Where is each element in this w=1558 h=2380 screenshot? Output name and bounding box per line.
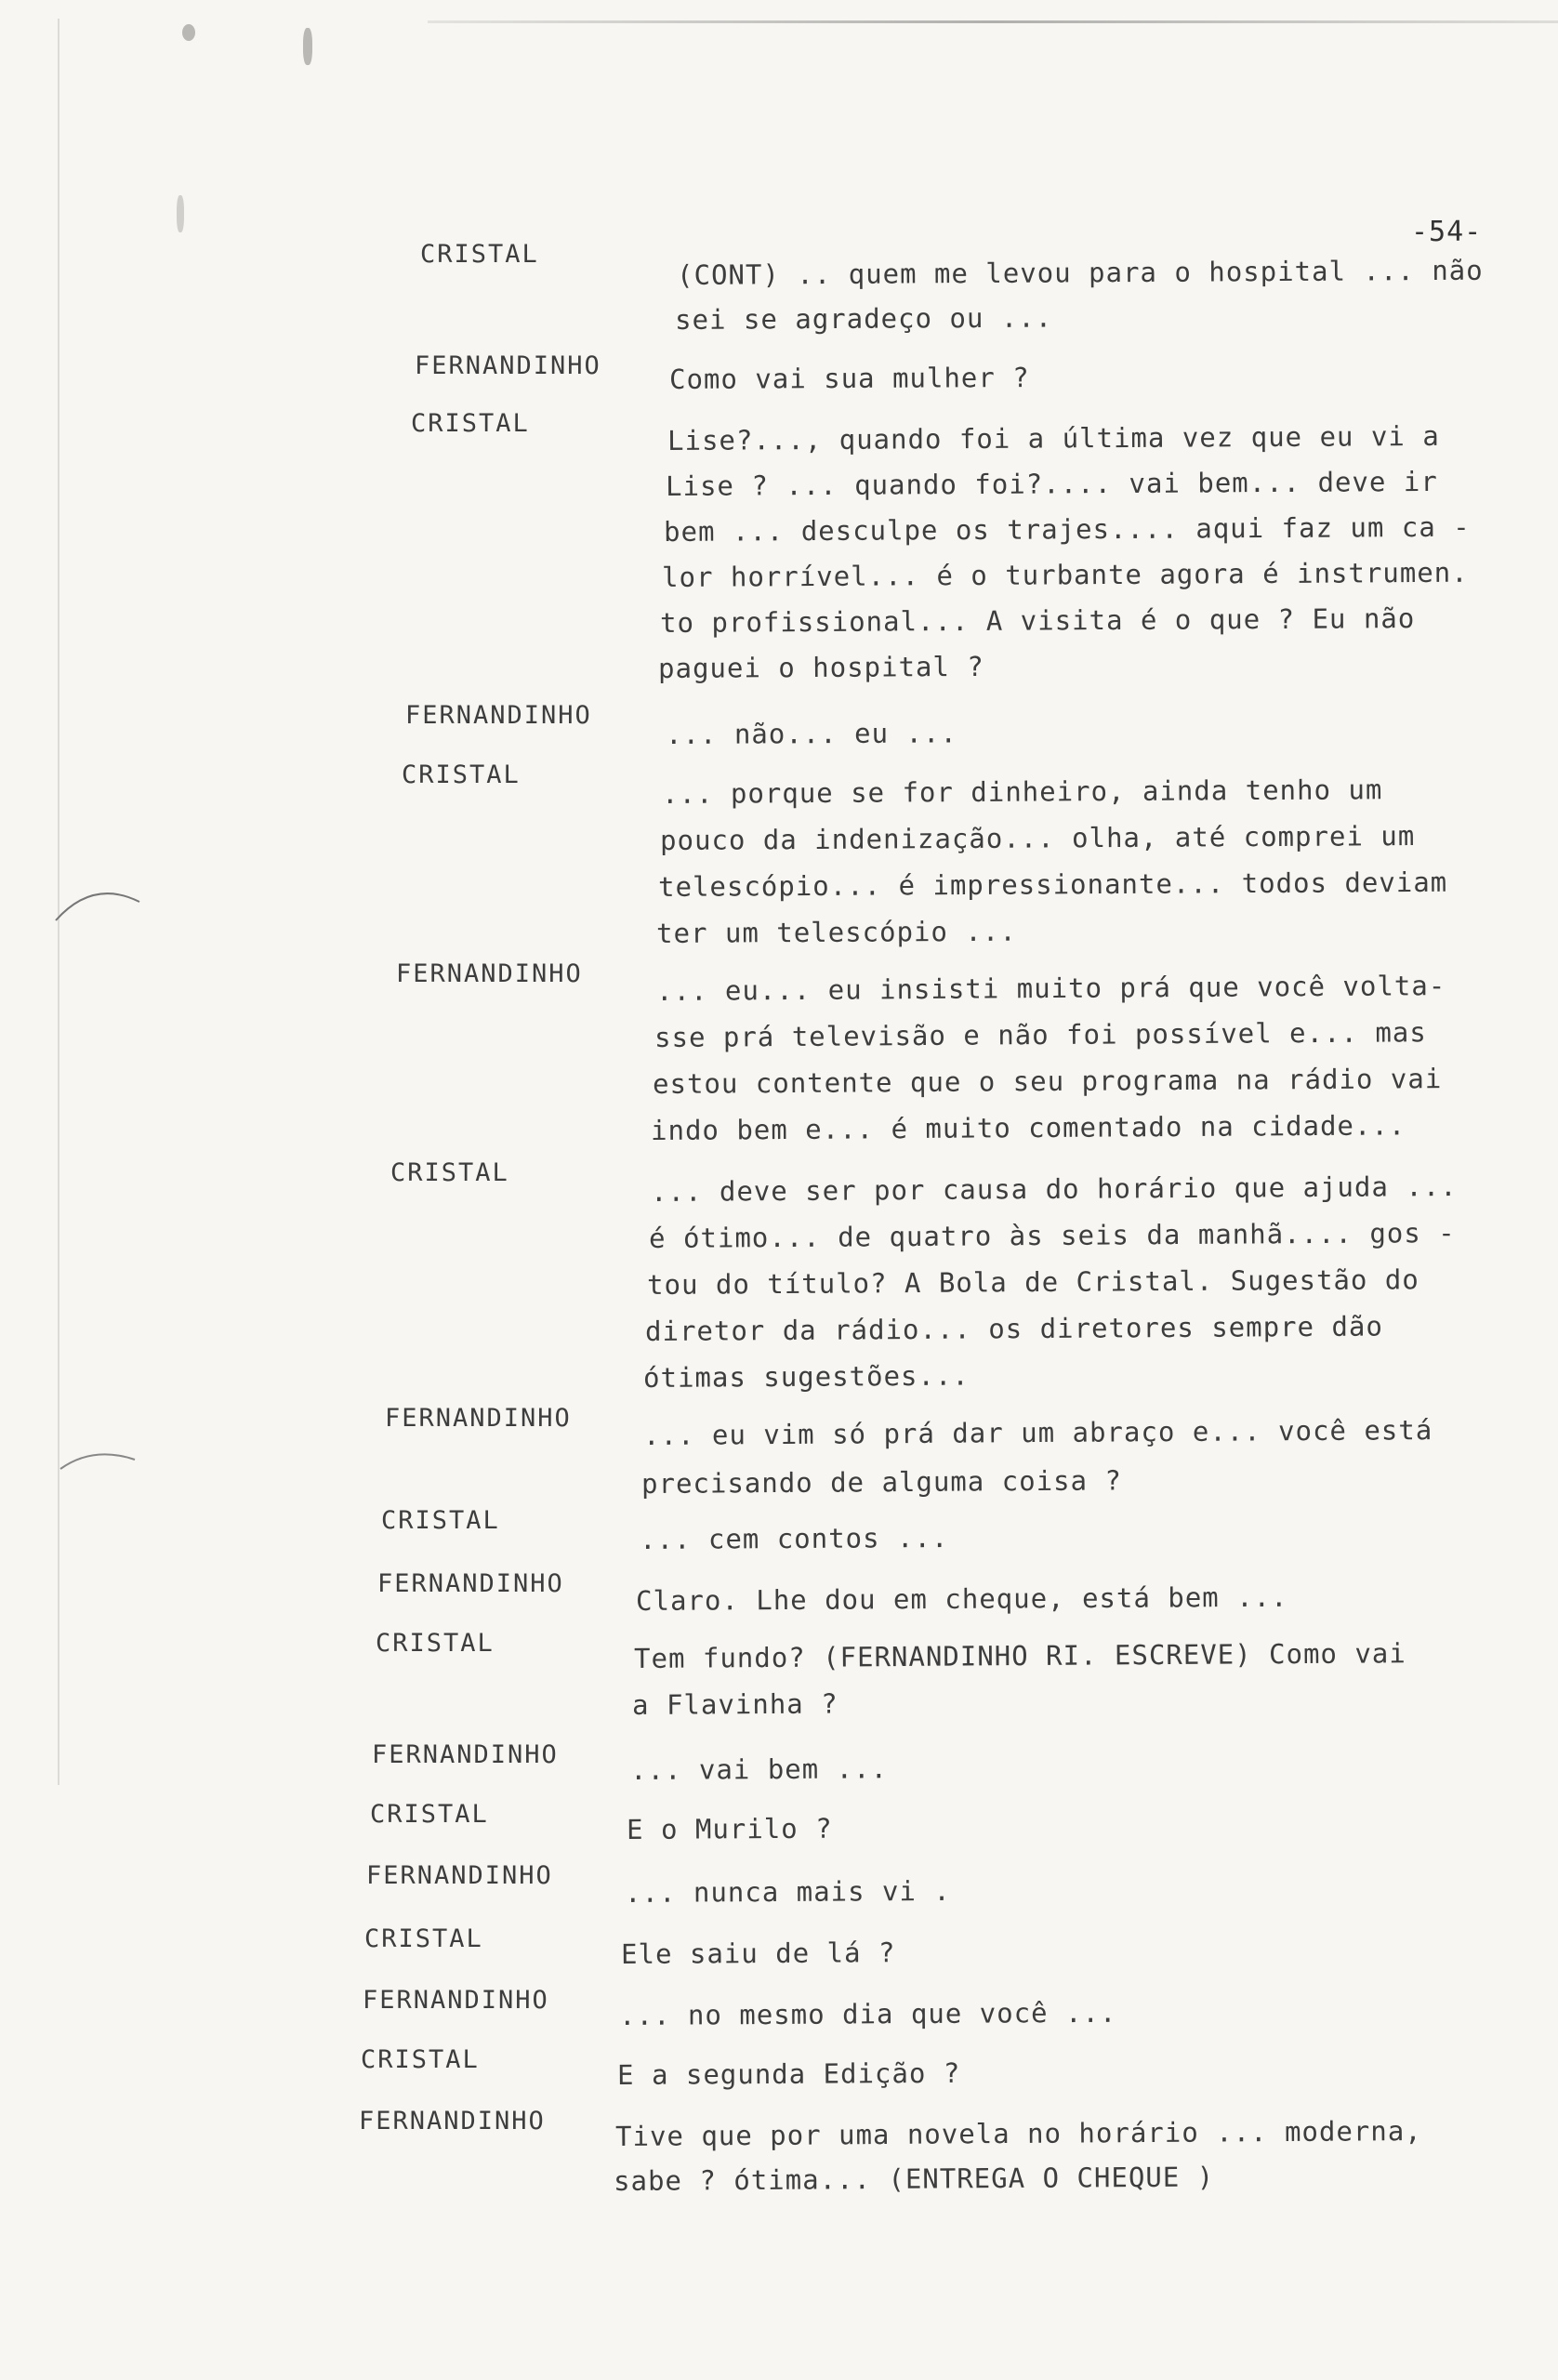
speaker-name: FERNANDINHO: [385, 1404, 572, 1433]
speech-line: (CONT) .. quem me levou para o hospital ... não: [676, 254, 1484, 291]
speaker-name: CRISTAL: [364, 1924, 483, 1953]
speech-line: pouco da indenização... olha, até comprei um: [659, 820, 1416, 856]
speech-line: telescópio... é impressionante... todos deviam: [657, 866, 1448, 903]
page-number: -54-: [1411, 216, 1483, 248]
hole-punch-arc: [46, 874, 177, 930]
ink-smudge: [303, 28, 312, 65]
speech-line: ... nunca mais vi .: [624, 1874, 951, 1909]
speech-line: bem ... desculpe os trajes.... aqui faz um ca -: [663, 510, 1471, 548]
ink-smudge: [177, 195, 184, 232]
speech-line: Tive que por uma novela no horário ... moderna,: [614, 2114, 1422, 2152]
speech-line: diretor da rádio... os diretores sempre dão: [644, 1310, 1383, 1347]
hole-punch-arc: [51, 1441, 153, 1478]
speech-line: a Flavinha ?: [631, 1687, 838, 1721]
speaker-name: CRISTAL: [420, 240, 539, 269]
speech-line: sabe ? ótima... (ENTREGA O CHEQUE ): [613, 2161, 1215, 2197]
speech-line: ... eu... eu insisti muito prá que você volta-: [655, 970, 1446, 1007]
speaker-name: CRISTAL: [361, 2045, 480, 2074]
speaker-name: CRISTAL: [390, 1158, 509, 1187]
speaker-name: CRISTAL: [370, 1800, 489, 1829]
speech-line: ... não... eu ...: [665, 717, 957, 750]
speech-line: estou contente que o seu programa na rádio vai: [652, 1063, 1443, 1100]
speech-line: ... no mesmo dia que você ...: [618, 1996, 1117, 2031]
speech-line: Lise?..., quando foi a última vez que eu vi a: [667, 419, 1440, 456]
speech-line: sei se agradeço ou ...: [674, 301, 1053, 336]
speech-line: paguei o hospital ?: [657, 650, 984, 684]
speaker-name: FERNANDINHO: [359, 2107, 546, 2135]
speech-line: ... deve ser por causa do horário que ajuda ...: [650, 1170, 1458, 1208]
speaker-name: FERNANDINHO: [363, 1986, 549, 2015]
speech-line: sse prá televisão e não foi possível e... mas: [654, 1016, 1427, 1053]
speaker-name: CRISTAL: [376, 1629, 495, 1658]
speaker-name: FERNANDINHO: [415, 351, 601, 380]
speech-line: Como vai sua mulher ?: [668, 361, 1030, 395]
speech-line: E a segunda Edição ?: [616, 2056, 961, 2091]
speaker-name: CRISTAL: [411, 409, 530, 438]
speech-line: lor horrível... é o turbante agora é instrumen.: [661, 556, 1469, 593]
speech-line: Lise ? ... quando foi?.... vai bem... deve ir: [665, 465, 1438, 502]
speaker-name: FERNANDINHO: [405, 701, 592, 730]
speech-line: ... eu vim só prá dar um abraço e... você está: [642, 1414, 1433, 1451]
speech-line: precisando de alguma coisa ?: [640, 1464, 1123, 1500]
speaker-name: FERNANDINHO: [372, 1740, 559, 1769]
speaker-name: FERNANDINHO: [377, 1569, 564, 1598]
speaker-name: FERNANDINHO: [366, 1861, 553, 1890]
speech-line: é ótimo... de quatro às seis da manhã.... gos -: [648, 1216, 1456, 1254]
speech-line: Ele saiu de lá ?: [620, 1937, 896, 1970]
speech-line: ótimas sugestões...: [642, 1359, 970, 1394]
top-edge-line: [428, 20, 1558, 23]
speech-line: E o Murilo ?: [626, 1812, 833, 1845]
speech-line: Claro. Lhe dou em cheque, está bem ...: [635, 1580, 1288, 1617]
ink-smudge: [182, 24, 195, 41]
speech-line: ... vai bem ...: [629, 1752, 889, 1786]
speech-line: ... cem contos ...: [639, 1521, 949, 1555]
speaker-name: CRISTAL: [381, 1506, 500, 1535]
speech-line: ter um telescópio ...: [655, 915, 1017, 949]
speech-line: Tem fundo? (FERNANDINHO RI. ESCREVE) Como vai: [633, 1637, 1406, 1674]
speech-line: tou do título? A Bola de Cristal. Sugestão do: [646, 1263, 1419, 1301]
speaker-name: CRISTAL: [402, 760, 521, 789]
speech-line: ... porque se for dinheiro, ainda tenho um: [661, 774, 1383, 810]
speech-line: indo bem e... é muito comentado na cidade...: [650, 1109, 1406, 1146]
speaker-name: FERNANDINHO: [396, 959, 583, 988]
speech-line: to profissional... A visita é o que ? Eu não: [659, 602, 1416, 639]
